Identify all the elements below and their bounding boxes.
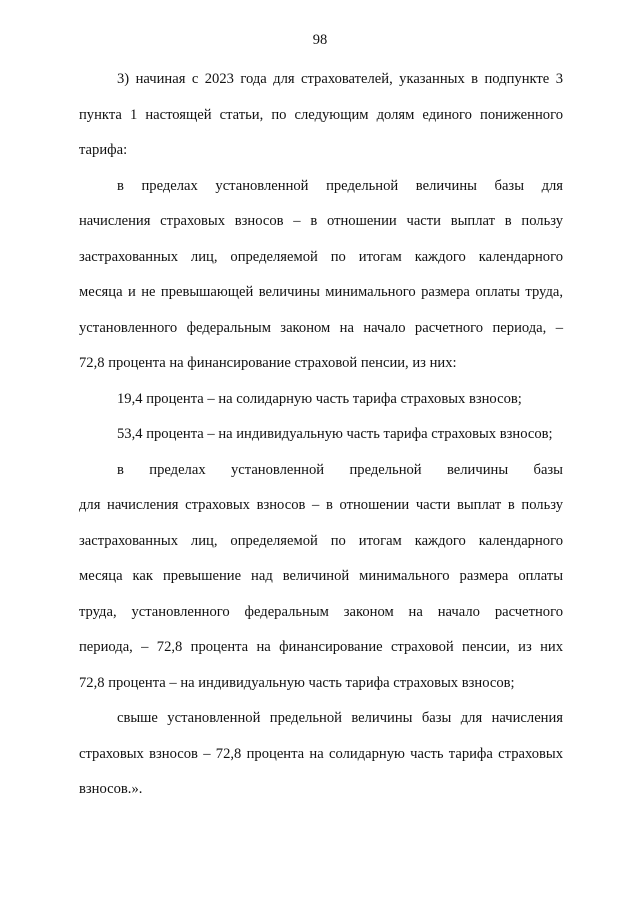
- text-line: 53,4 процента – на индивидуальную часть тарифа страховых взносов;: [117, 426, 553, 442]
- paragraph-4: [79, 417, 563, 453]
- text-line: начисления страховых взносов – в отношении части выплат в пользу: [79, 213, 563, 229]
- paragraph-5: [79, 453, 563, 702]
- text-line: свыше установленной предельной величины базы для начисления: [117, 710, 563, 726]
- text-line: в пределах установленной предельной величины базы: [117, 461, 563, 478]
- page-number: 98: [312, 32, 328, 48]
- text-line: месяца как превышение над величиной минимального размера оплаты: [79, 568, 563, 584]
- text-line: периода, – 72,8 процента на финансирование страховой пенсии, из них: [79, 639, 563, 655]
- text-line: пункта 1 настоящей статьи, по следующим долям единого пониженного: [79, 106, 563, 123]
- text-line: застрахованных лиц, определяемой по итогам каждого календарного: [79, 248, 563, 265]
- text-line: страховых взносов – 72,8 процента на солидарную часть тарифа страховых: [79, 745, 563, 762]
- text-line: 72,8 процента на финансирование страховой пенсии, из них:: [79, 355, 457, 371]
- paragraph-1: [79, 62, 563, 169]
- document-body: [79, 62, 563, 808]
- text-line: 3) начиная с 2023 года для страхователей, указанных в подпункте 3: [117, 71, 563, 87]
- text-line: установленного федеральным законом на начало расчетного периода, –: [79, 319, 563, 336]
- text-line: труда, установленного федеральным законом на начало расчетного: [79, 603, 563, 620]
- text-line: взносов.».: [79, 781, 143, 797]
- text-line: 72,8 процента – на индивидуальную часть тарифа страховых взносов;: [79, 674, 515, 691]
- text-line: 19,4 процента – на солидарную часть тарифа страховых взносов;: [117, 390, 522, 407]
- paragraph-3: [79, 382, 563, 418]
- text-line: в пределах установленной предельной величины базы для: [117, 177, 563, 194]
- text-line: для начисления страховых взносов – в отношении части выплат в пользу: [79, 497, 563, 513]
- text-line: застрахованных лиц, определяемой по итогам каждого календарного: [79, 532, 563, 549]
- paragraph-2: [79, 169, 563, 382]
- paragraph-6: [79, 701, 563, 808]
- text-line: тарифа:: [79, 142, 128, 158]
- text-line: месяца и не превышающей величины минимального размера оплаты труда,: [79, 284, 563, 300]
